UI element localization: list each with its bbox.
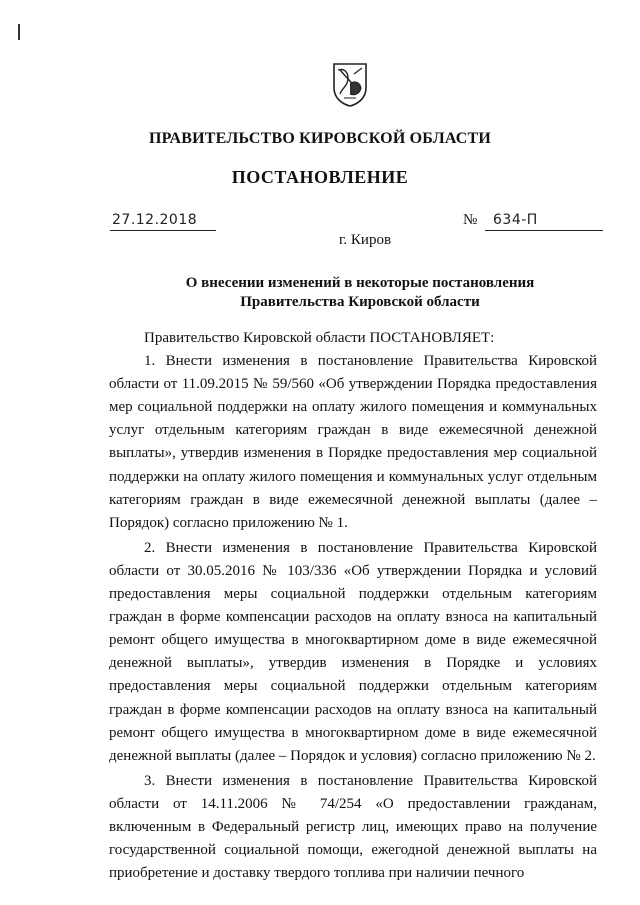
title-line-1: О внесении изменений в некоторые постановления xyxy=(185,275,535,291)
document-date: 27.12.2018 xyxy=(110,212,216,231)
title-line-2: Правительства Кировской области xyxy=(240,294,480,310)
margin-mark xyxy=(18,24,20,40)
document-title xyxy=(120,274,600,312)
document-number: 634-П xyxy=(485,212,603,231)
paragraph-item-2: 2. Внести изменения в постановление Правительства Кировской области от 30.05.2016 № 103/336 «Об утверждении Порядка и условий предоставления меры социальной поддержки отдельным категориям граждан в форме компенсации расходов на оплату взноса на капитальный ремонт общего имущества в многоквартирном доме в виде ежемесячной денежной выплаты», утвердив изменения в Порядке и условиях предоставления меры социальной поддержки отдельным категориям граждан в форме компенсации расходов на оплату взноса на капитальный ремонт общего имущества в многоквартирном доме в виде ежемесячной денежной выплаты (далее – Порядок и условия) согласно приложению № 2. xyxy=(109,539,597,764)
paragraph-item-1: 1. Внести изменения в постановление Правительства Кировской области от 11.09.2015 № 59/560 «Об утверждении Порядка предоставления мер социальной поддержки на оплату жилого помещения и коммунальных услуг отдельным категориям граждан в виде ежемесячной денежной выплаты», утвердив изменения в Порядке предоставления мер социальной поддержки на оплату жилого помещения и коммунальных услуг отдельным категориям граждан в виде ежемесячной денежной выплаты (далее – Порядок) согласно приложению № 1. xyxy=(109,353,597,531)
city: г. Киров xyxy=(338,232,392,248)
coat-of-arms-icon xyxy=(330,58,370,108)
document-type: ПОСТАНОВЛЕНИЕ xyxy=(231,167,409,187)
paragraph-item-3: 3. Внести изменения в постановление Правительства Кировской области от 14.11.2006 № 74/254 «О предоставлении гражданам, включенным в Федеральный регистр лиц, имеющих право на получение государственной социальной помощи, ежегодной денежной выплаты на приобретение и доставку твердого топлива при наличии печного xyxy=(109,772,597,882)
organization-name: ПРАВИТЕЛЬСТВО КИРОВСКОЙ ОБЛАСТИ xyxy=(148,130,492,147)
number-label: № xyxy=(463,212,478,228)
intro-paragraph: Правительство Кировской области ПОСТАНОВЛЯЕТ: xyxy=(144,330,495,346)
document-body xyxy=(109,327,597,885)
